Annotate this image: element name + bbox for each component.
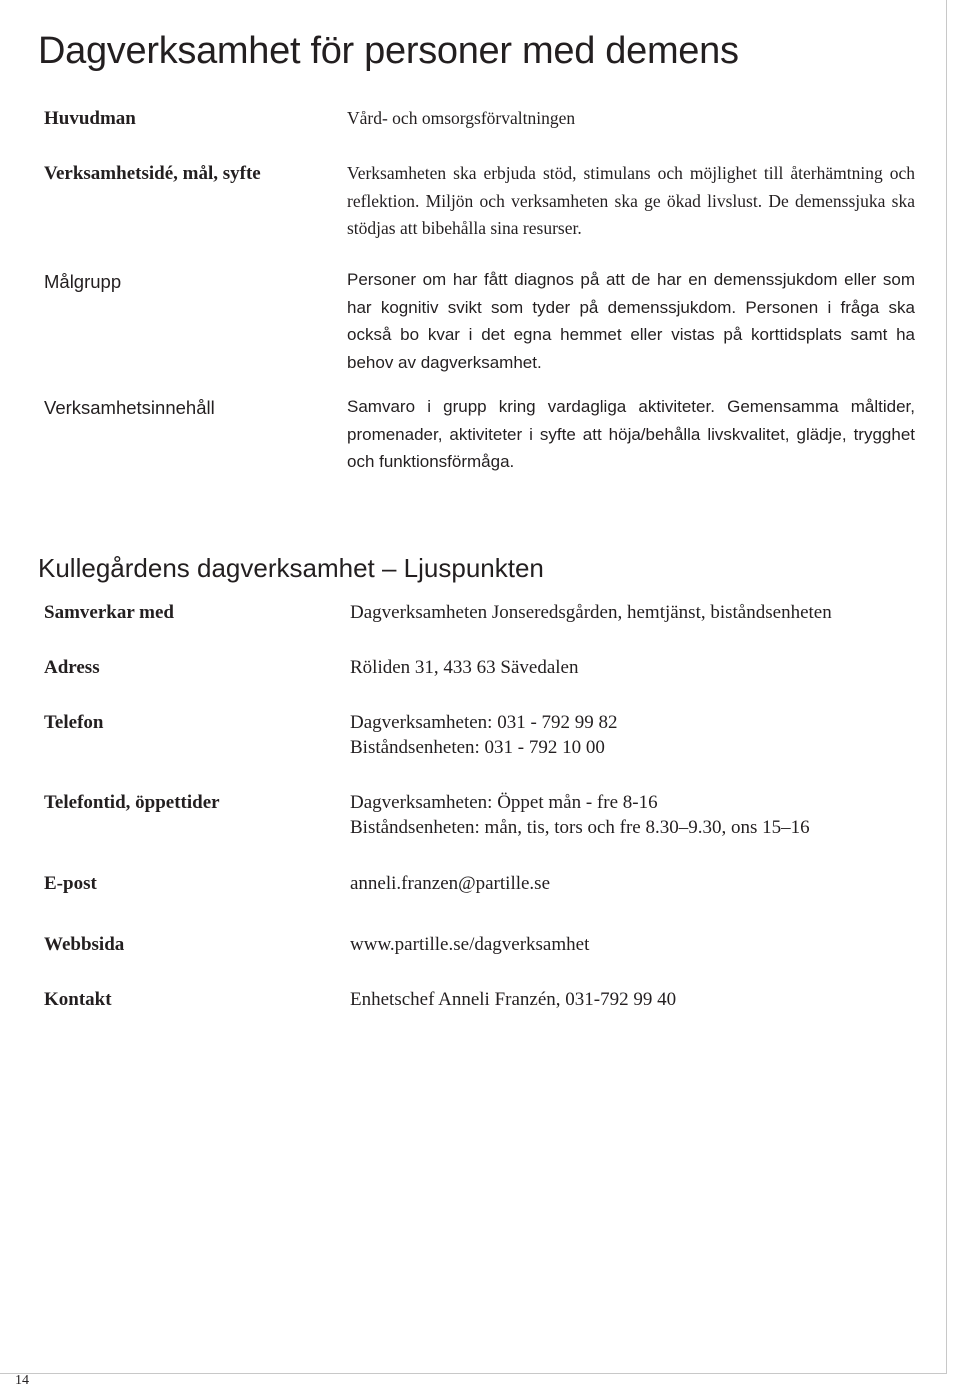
value-telefon (350, 710, 618, 760)
label-verksamhetside: Verksamhetsidé, mål, syfte (44, 163, 261, 184)
value-samverkar: Dagverksamheten Jonseredsgården, hemtjänst, biståndsenheten (350, 602, 832, 623)
label-malgrupp: Målgrupp (44, 271, 122, 292)
value-verksamhetsinnehall: Samvaro i grupp kring vardagliga aktiviteter. Gemensamma måltider, promenader, aktiviteter i syfte att höja/behålla livskvalitet, glädje, trygghet och funktionsförmåga. (347, 397, 915, 471)
value-malgrupp: Personer om har fått diagnos på att de har en demenssjukdom eller som har kognitiv svikt som tyder på demenssjukdom. Personen i fråga ska också bo kvar i det egna hemmet eller vistas på korttidsplats samt ha behov av dagverksamhet. (347, 270, 915, 372)
telefontid-line-2: Biståndsenheten: mån, tis, tors och fre 8.30–9.30, ons 15–16 (350, 817, 810, 838)
label-telefon: Telefon (44, 712, 104, 733)
label-webbsida: Webbsida (44, 934, 125, 955)
document-title: Dagverksamhet för personer med demens (38, 30, 739, 72)
label-telefontid: Telefontid, öppettider (44, 792, 220, 813)
telefon-line-1: Dagverksamheten: 031 - 792 99 82 (350, 712, 618, 733)
value-verksamhetside: Verksamheten ska erbjuda stöd, stimulans och möjlighet till återhämtning och reflektion. Miljön och verksamheten ska ge ökad livslust. De demenssjuka ska stödjas att bibehålla sina resurser. (347, 163, 915, 238)
section-title: Kullegårdens dagverksamhet – Ljuspunkten (38, 553, 544, 583)
label-huvudman: Huvudman (44, 108, 136, 129)
value-kontakt: Enhetschef Anneli Franzén, 031-792 99 40 (350, 989, 677, 1010)
email-link[interactable]: anneli.franzen@partille.se (350, 873, 551, 894)
label-kontakt: Kontakt (44, 989, 112, 1010)
telefon-line-2: Biståndsenheten: 031 - 792 10 00 (350, 737, 605, 758)
label-adress: Adress (44, 657, 100, 678)
telefontid-line-1: Dagverksamheten: Öppet mån - fre 8-16 (350, 792, 658, 813)
label-verksamhetsinnehall: Verksamhetsinnehåll (44, 397, 215, 418)
website-link[interactable]: www.partille.se/dagverksamhet (350, 934, 590, 955)
label-epost: E-post (44, 873, 97, 894)
value-adress: Röliden 31, 433 63 Sävedalen (350, 657, 579, 678)
value-telefontid (350, 790, 810, 840)
value-huvudman: Vård- och omsorgsförvaltningen (347, 108, 576, 128)
label-samverkar: Samverkar med (44, 602, 174, 623)
page-number: 14 (15, 1373, 29, 1388)
